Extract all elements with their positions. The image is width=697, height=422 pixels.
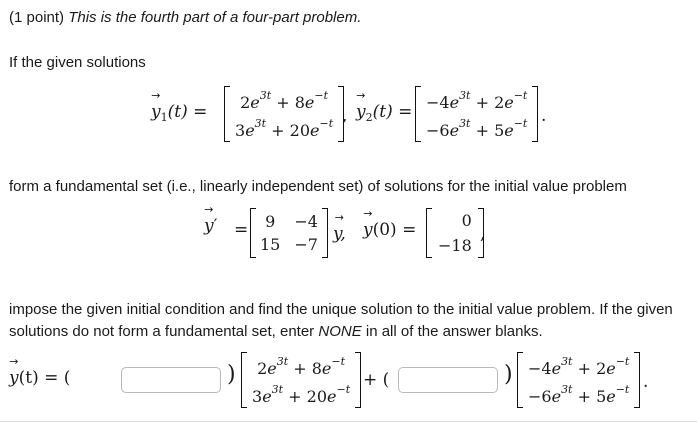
coefficient-2-input[interactable] xyxy=(398,367,498,393)
answer-period: . xyxy=(643,372,649,392)
matrix-a11: 9 xyxy=(265,212,276,231)
y2-entry-1: $-4e^{3t} + 2e^{-t}$ xyxy=(426,88,528,112)
coefficient-1-input[interactable] xyxy=(121,367,221,393)
ivp-matrix xyxy=(250,208,328,258)
part-note: This is the fourth part of a four-part problem. xyxy=(68,9,362,26)
init-vector xyxy=(426,208,484,258)
ivp-init-label: → y(0) = xyxy=(363,220,416,240)
none-keyword: NONE xyxy=(318,323,362,340)
y1-comma: , xyxy=(342,106,348,126)
y1-entry-1: $2e^{3t} + 8e^{-t}$ xyxy=(240,88,329,112)
y2-entry-2: $-6e^{3t} + 5e^{-t}$ xyxy=(426,116,528,140)
ivp-y-after: → y, xyxy=(333,224,346,244)
matrix-a12: −4 xyxy=(294,212,318,231)
matrix-a21: 15 xyxy=(260,235,281,254)
points-label: (1 point) xyxy=(9,9,65,26)
y2-label: → $y_2(t)$ = xyxy=(356,102,412,124)
y1-label: → $y_1(t)$ = xyxy=(151,102,207,124)
instruction-text: impose the given initial condition and find the unique solution to the initial value problem. If the given solutions do not form a fundamental set, enter NONE in all of the answer blanks. xyxy=(9,301,673,340)
answer-y2-vector xyxy=(517,352,640,408)
problem-header xyxy=(9,9,361,26)
init-entry-1: 0 xyxy=(461,211,472,230)
answer-y2-entry-1: $-4e^{3t} + 2e^{-t}$ xyxy=(528,354,630,378)
answer-y1-entry-1: $2e^{3t} + 8e^{-t}$ xyxy=(257,354,346,378)
answer-y1-vector xyxy=(241,352,361,408)
ivp-trailing-comma: , xyxy=(480,224,486,244)
intro-text: If the given solutions xyxy=(9,54,146,71)
plus-sign: + ( xyxy=(363,370,390,390)
middle-text: form a fundamental set (i.e., linearly independent set) of solutions for the initial value problem xyxy=(9,178,627,195)
answer-lhs: → y(t) = ( xyxy=(9,368,70,388)
answer-y2-entry-2: $-6e^{3t} + 5e^{-t}$ xyxy=(528,382,630,406)
y1-entry-2: $3e^{3t} + 20e^{-t}$ xyxy=(235,116,334,140)
close-paren-1: ) xyxy=(227,362,236,387)
y2-period: . xyxy=(541,106,547,126)
answer-y1-entry-2: $3e^{3t} + 20e^{-t}$ xyxy=(252,382,351,406)
init-entry-2: −18 xyxy=(438,236,472,255)
y1-vector xyxy=(224,86,344,142)
ivp-equals: = xyxy=(234,220,249,240)
y2-vector xyxy=(415,86,538,142)
matrix-a22: −7 xyxy=(294,235,318,254)
close-paren-2: ) xyxy=(504,362,513,387)
ivp-lhs: → y′ xyxy=(204,216,217,236)
